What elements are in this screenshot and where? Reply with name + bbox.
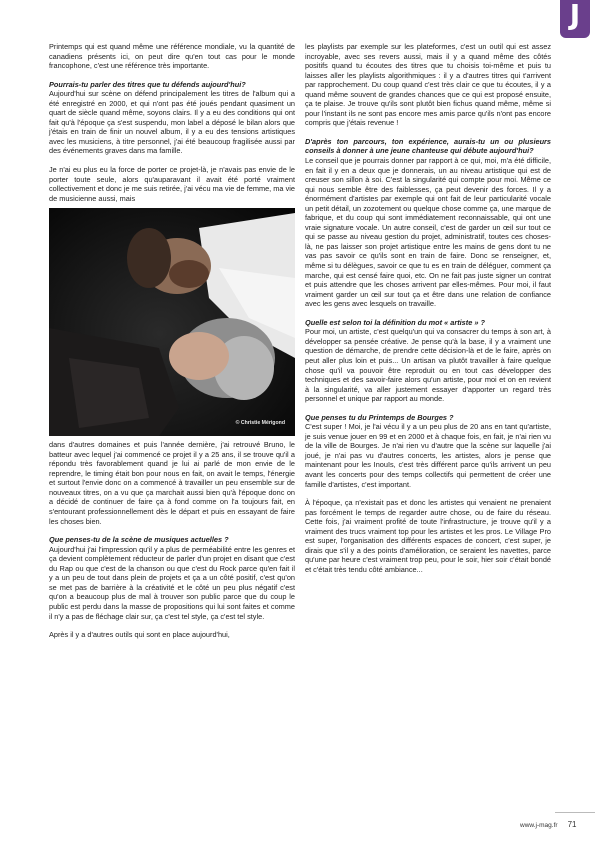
right-column [305, 42, 551, 574]
question-heading: D'après ton parcours, ton expérience, aurais-tu un ou plusieurs conseils à donner à une jeune chanteuse qui débute aujourd'hui? [305, 136, 551, 156]
magazine-logo [560, 0, 590, 38]
question-heading: Quelle est selon toi la définition du mot « artiste » ? [305, 317, 485, 327]
question-heading: Que penses tu du Printemps de Bourges ? [305, 412, 454, 422]
footer-url[interactable]: www.j-mag.fr [520, 822, 558, 829]
paragraph: À l'époque, ça n'existait pas et donc les artistes qui venaient ne prenaient pas forcément le temps de regarder autre chose, ou de faire du réseau. Cette fois, j'ai vraiment profité de toute l'infrastructure, je trouve qu'il y a vraiment des trucs vraiment top pour les artistes et les pros. Le Village Pro est super, l'organisation des différents espaces de concert, c'est super, je dirais que s'il y a des points d'amélioration, ce seraient les navettes, parce qu'une par heure c'est vraiment trop peu, pour le soir, hier soir c'était bondé et c'était très tendu côté ambiance... [305, 498, 551, 574]
page-number: 71 [567, 820, 577, 829]
paragraph: Aujourd'hui sur scène on défend principalement les titres de l'album qui a été enregistré en 2000, et qui n'ont pas été joués pendant quasiment un quart de siècle quand même, soyons clairs. Il y a eu des conditions qui ont fait qu'à l'époque ça s'est suspendu, mon label a déposé le bilan alors que j'étais en train de finir un nouvel album, il y a eu des tensions artistiques avec les musiciens, à titre personnel, j'ai été beaucoup fragilisée aussi par des événements graves dans ma famille. [49, 89, 295, 156]
paragraph: les playlists par exemple sur les plateformes, c'est un outil qui est assez incroyable, avec ses revers aussi, mais il y a quand même des côtés positifs quand tu écoutes des titres que tu choisis toi-même et puis tu laisses aller les playlists algorithmiques : il y a d'autres titres qui t'arrivent par rapprochement. Du coup quand c'est très clair ce que tu écoutes, il y a quand même souvent de grandes chances que ce qui est proposé ensuite, ça te plaise. Je trouve qu'ils sont plutôt bien fichus quand même, même si pour l'instant ils ne sont pas encore mes amis parce qu'ils n'ont pas encore compris que j'étais revenue ! [305, 42, 551, 128]
paragraph: Après il y a d'autres outils qui sont en place aujourd'hui, [49, 630, 230, 640]
photo-credit: © Christie Mérigond [235, 419, 285, 426]
artist-photo [49, 208, 295, 436]
footer-rule [555, 812, 595, 813]
paragraph: Pour moi, un artiste, c'est quelqu'un qui va consacrer du temps à son art, à développer sa pensée créative. Je pense qu'à la base, il y a vraiment une question de démarche, de prendre cette décision-là et de le faire, après on peut aller plus loin et puis... Un artisan va plutôt travailler à faire quelque chose qu'il va pouvoir être reproduit ou en tout cas développer des techniques et des savoir-faire alors qu'un artiste, pour moi et on en revient à la singularité, va aller justement essayer d'apporter un regard très personnel et unique par rapport au monde. [305, 327, 551, 404]
photo-illustration [49, 208, 295, 436]
left-column [49, 42, 295, 640]
question-heading: Que penses-tu de la scène de musiques actuelles ? [49, 535, 229, 545]
question-heading: Pourrais-tu parler des titres que tu défends aujourd'hui? [49, 79, 246, 89]
paragraph: Aujourd'hui j'ai l'impression qu'il y a plus de perméabilité entre les genres et ça devient complètement réducteur de parler d'un projet en disant que c'est du Rap ou que c'est de la chanson ou que c'est du Rock parce qu'en fait il y a un peu de tout dans plein de projets et ça a un côté positif, c'est qu'on se met pas de barrière à la créativité et le côté un peu plus négatif c'est qu'on a beaucoup plus de mal à trouver son public parce que du coup le public est perdu dans la masse de propositions qui lui sont faites et comme il n'y a pas de fléchage clair sur, ça c'est tel style, ça c'est tel style. [49, 544, 295, 621]
paragraph: Printemps qui est quand même une référence mondiale, vu la quantité de canadiens présents ici, on peut dire qu'en tout cas pour le monde francophone, c'est une référence très importante. [49, 42, 295, 71]
paragraph: Je n'ai eu plus eu la force de porter ce projet-là, je n'avais pas envie de le porter toute seule, alors qu'auparavant il avait été porté vraiment collectivement et donc je me suis retirée, j'ai vécu ma vie de femme, ma vie de musicienne aussi, mais [49, 165, 295, 203]
paragraph: dans d'autres domaines et puis l'année dernière, j'ai retrouvé Bruno, le batteur avec lequel j'ai commencé ce projet il y a 25 ans, il se trouve qu'il a répondu très favorablement quand je lui ai parlé de mon envie de le reprendre, le timing était bon pour nous en fait, on avait le temps, l'énergie et surtout l'envie donc on a commencé à travailler un peu ensemble sur de nouveaux titres, on a vu que ça marchait aussi bien qu'à l'époque donc on a décidé de continuer de faire ça à fond comme on l'a toujours fait, en s'entourant professionnellement dès le départ et puis en essayant de faire les choses bien. [49, 440, 295, 526]
page-footer [520, 820, 576, 829]
paragraph: Le conseil que je pourrais donner par rapport à ce qui, moi, m'a été difficile, en fait il y en a deux que je donnerais, un au niveau artistique qui est de creuser son sillon à soi. C'est la singularité qui compte pour moi. Même ce qui nous semble être des faiblesses, ça peut devenir des forces. Il y a énormément d'artistes par exemple qui ont fait de leur particularité vocale un petit détail, un zozotement ou quelque chose comme ça, une marque de fabrique, et du coup qui sont immédiatement reconnaissable, qui ont une vraie signature vocale. Un autre conseil, c'est de garder un œil sur tout ce qui se passe au niveau gestion du projet, administratif, toutes ces choses-là, ne pas laisser son projet artistique entre les mains de gens dont tu ne vas pas savoir ce qu'ils sont en train de faire. Donc se renseigner, et, même si tu délègues, savoir ce que tu es en train de déléguer, comment ça marche, qui est censé faire quoi, etc. On ne fait pas juste signer un contrat et puis attendre que les choses arrivent par elles-mêmes. Pour moi, il faut vraiment garder un œil sur tout ça et être dans une relation de confiance avec les gens avec lesquels on travaille. [305, 156, 551, 309]
paragraph: C'est super ! Moi, je l'ai vécu il y a un peu plus de 20 ans en tant qu'artiste, je suis venue jouer en 99 et en 2000 et à chaque fois, en fait, je n'ai rien vu de la ville de Bourges. Je n'ai rien vu d'autre que la scène sur laquelle j'ai joué, je n'ai pas vu d'autres concerts, les artistes, alors je pense que maintenant pour les Inouïs, c'est très différent parce qu'ils arrivent un peu avant les concerts pour des temps collectifs qui permettent de créer une famille d'artistes, c'est important. [305, 422, 551, 489]
logo-letter: J [569, 0, 581, 31]
